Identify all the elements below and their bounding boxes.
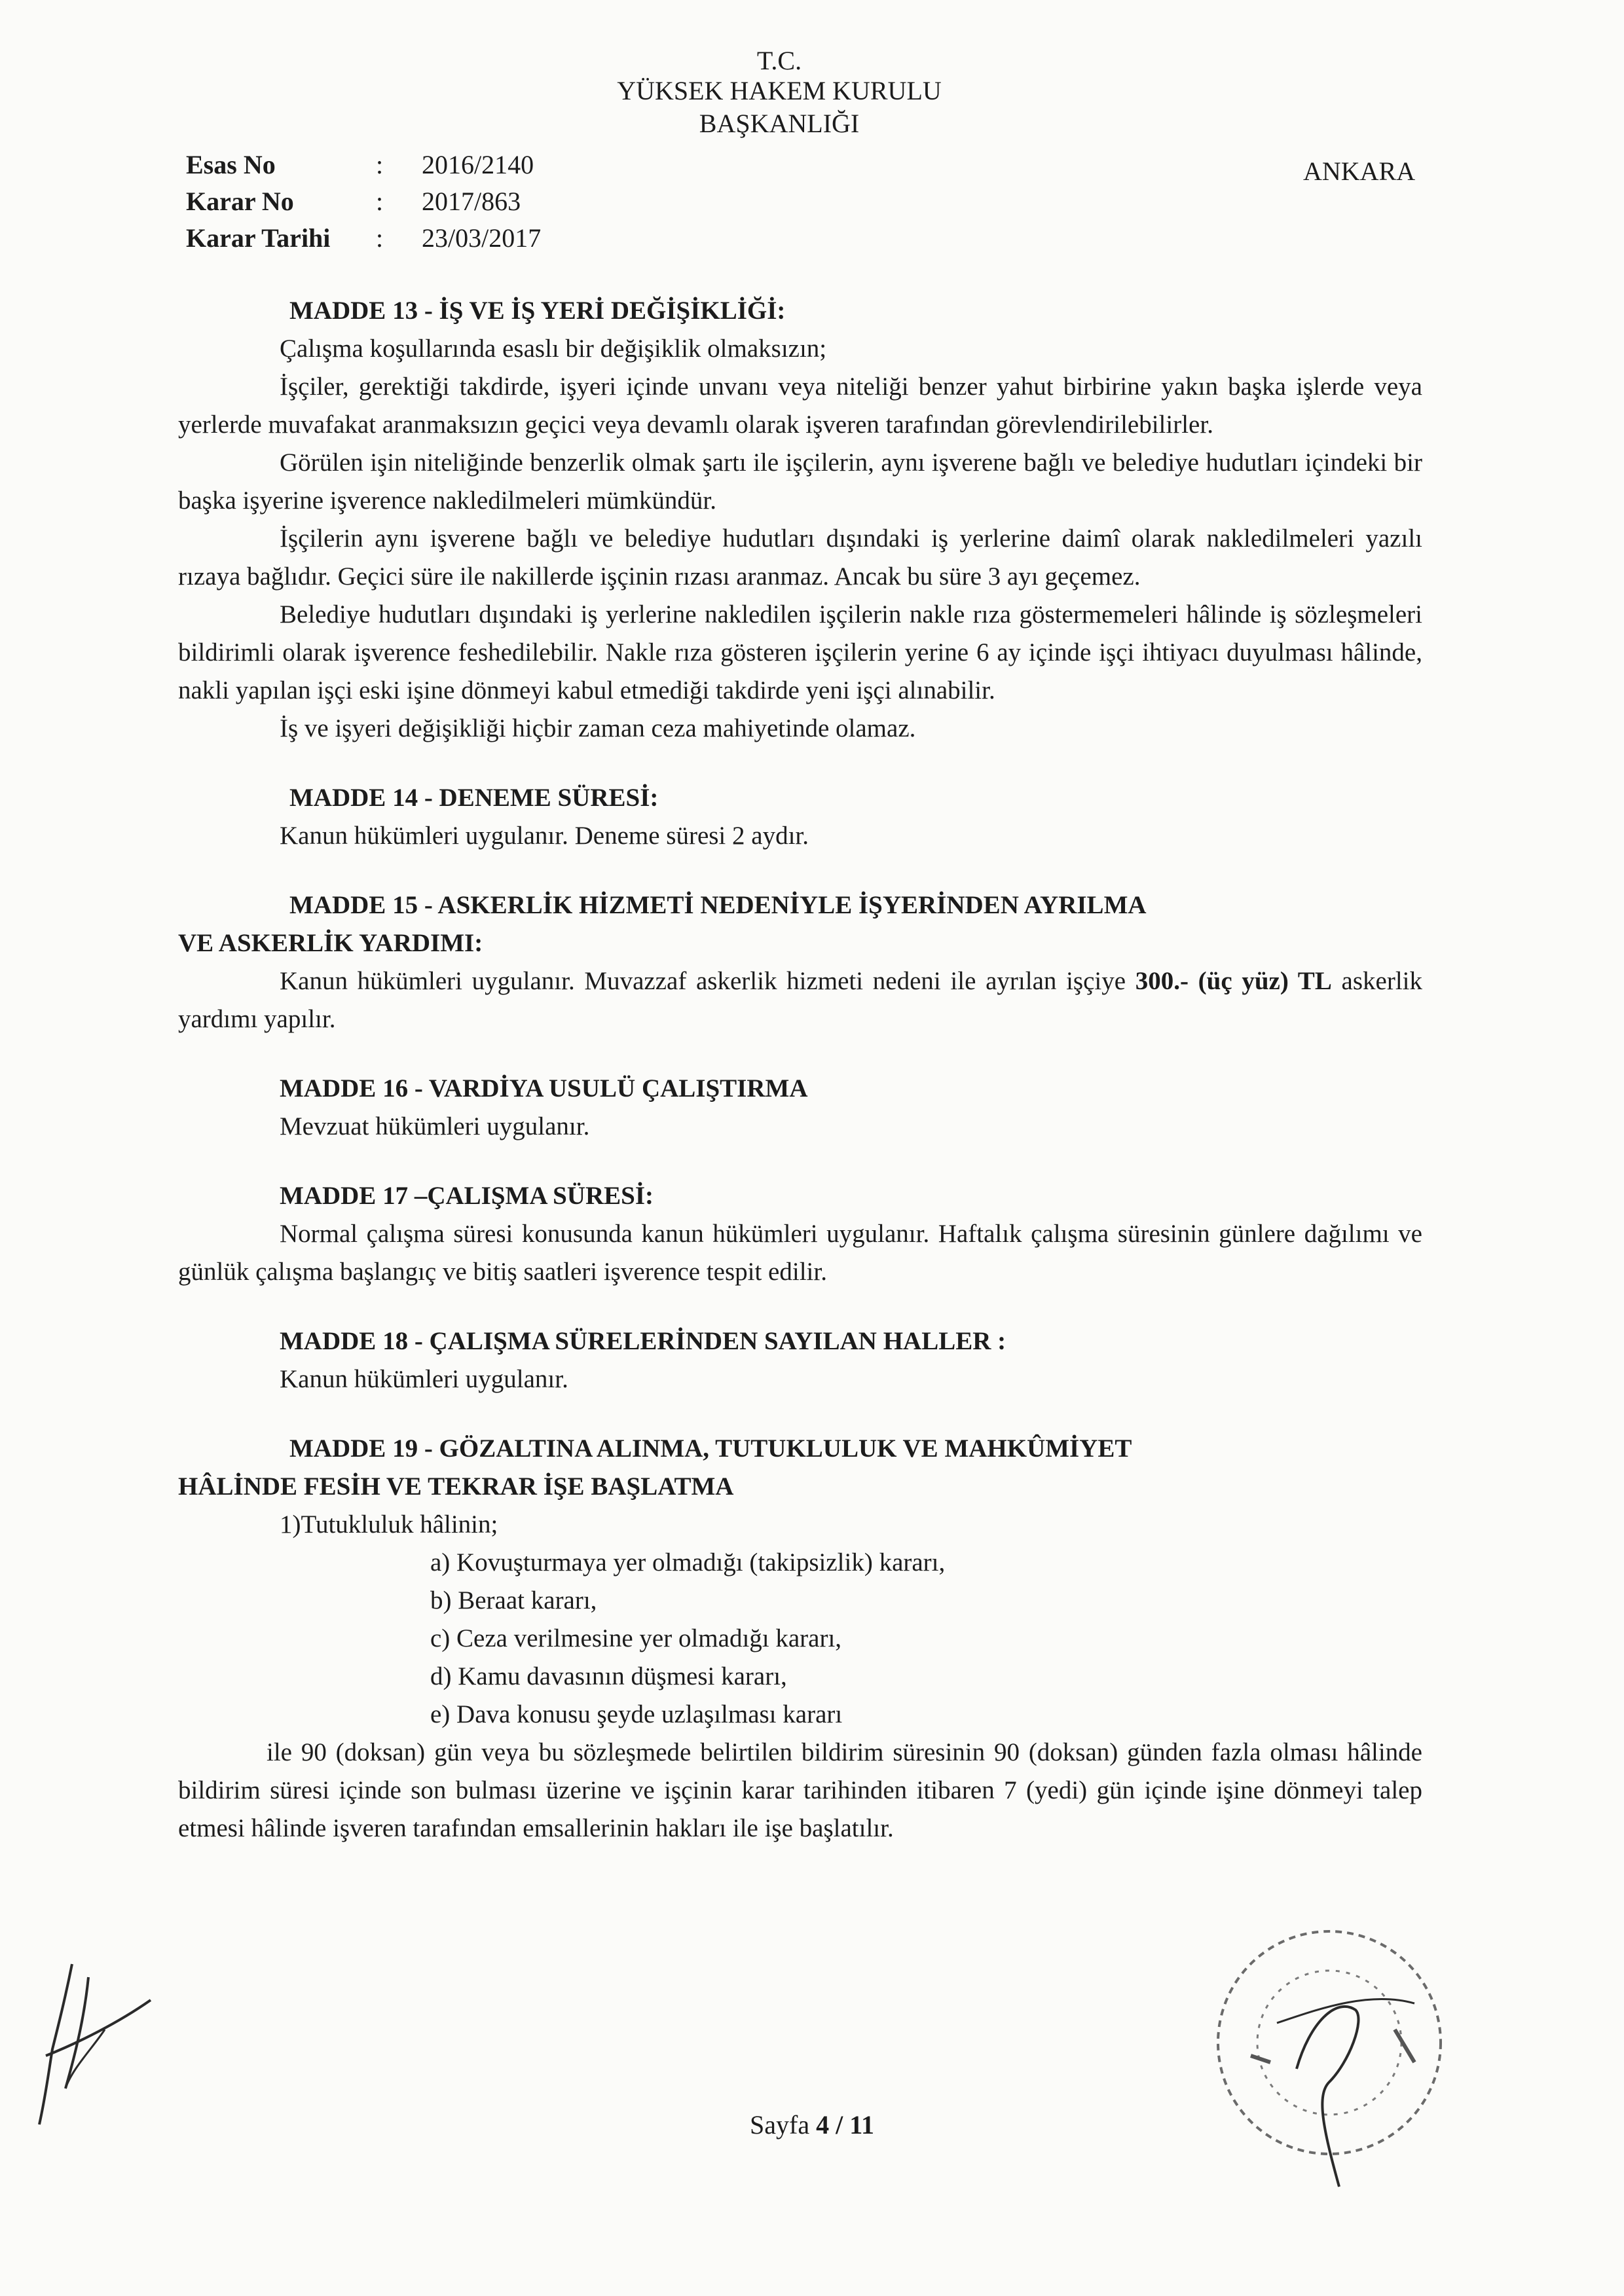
article-title bbox=[178, 1430, 1422, 1506]
article-title: MADDE 16 - VARDİYA USULÜ ÇALIŞTIRMA bbox=[280, 1074, 808, 1102]
article-16 bbox=[178, 1070, 1422, 1146]
meta-separator: : bbox=[376, 187, 384, 216]
meta-row-esas bbox=[186, 147, 618, 183]
article-15 bbox=[178, 886, 1422, 1038]
article-paragraph: Kanun hükümleri uygulanır. Deneme süresi 2 aydır. bbox=[280, 822, 809, 850]
article-paragraph: İşçilerin aynı işverene bağlı ve belediye hudutları dışındaki iş yerlerine daimî olarak nakledilmeleri yazılı rızaya bağlıdır. Geçici süre ile nakillerde işçinin rızası aranmaz. Ancak bu süre 3 ayı geçemez. bbox=[178, 524, 1422, 591]
meta-separator: : bbox=[376, 150, 384, 179]
list-item: b) Beraat kararı, bbox=[430, 1586, 597, 1614]
condition-list bbox=[178, 1544, 1422, 1734]
article-paragraph: İşçiler, gerektiği takdirde, işyeri içinde unvanı veya niteliği benzer yahut birbirine yakın başka işlerde veya yerlerde muvafakat aranmaksızın geçici veya devamlı olarak işveren tarafından görevlendirilebilirler. bbox=[178, 373, 1422, 439]
article-paragraph: 1)Tutukluluk hâlinin; bbox=[280, 1510, 498, 1539]
article-title-line: VE ASKERLİK YARDIMI: bbox=[178, 929, 483, 957]
meta-separator: : bbox=[376, 223, 384, 253]
article-paragraph: Görülen işin niteliğinde benzerlik olmak şartı ile işçilerin, aynı işverene bağlı ve belediye hudutları içindeki bir başka işyerine işverence nakledilmeleri mümkündür. bbox=[178, 448, 1422, 515]
list-item: a) Kovuşturmaya yer olmadığı (takipsizlik) kararı, bbox=[430, 1548, 946, 1576]
page-label: Sayfa bbox=[750, 2110, 810, 2140]
article-title-line: HÂLİNDE FESİH VE TEKRAR İŞE BAŞLATMA bbox=[178, 1472, 734, 1501]
article-title: MADDE 17 –ÇALIŞMA SÜRESİ: bbox=[280, 1182, 654, 1210]
meta-value: 23/03/2017 bbox=[422, 223, 542, 253]
article-paragraph: Belediye hudutları dışındaki iş yerlerine nakledilen işçilerin nakle rıza göstermemeleri hâlinde iş sözleşmeleri bildirimli olarak işverence feshedilebilir. Nakle rıza gösteren işçilerin yerine 6 ay içinde işçi ihtiyacı duyulması hâlinde, nakli yapılan işçi eski işine dönmeyi kabul etmediği takdirde yeni işçi alınabilir. bbox=[178, 600, 1422, 704]
document-body bbox=[178, 292, 1422, 1879]
article-19 bbox=[178, 1430, 1422, 1848]
signature-initial-icon bbox=[26, 1938, 157, 2134]
article-paragraph: Çalışma koşullarında esaslı bir değişiklik olmaksızın; bbox=[280, 335, 827, 363]
article-paragraph: İş ve işyeri değişikliği hiçbir zaman ceza mahiyetinde olamaz. bbox=[280, 714, 916, 742]
meta-label: Karar No bbox=[186, 187, 294, 216]
meta-row-karar bbox=[186, 183, 618, 220]
article-paragraph: Mevzuat hükümleri uygulanır. bbox=[280, 1112, 590, 1140]
meta-value: 2017/863 bbox=[422, 187, 521, 216]
meta-value: 2016/2140 bbox=[422, 150, 534, 179]
article-14 bbox=[178, 779, 1422, 855]
article-13 bbox=[178, 292, 1422, 748]
article-title: MADDE 14 - DENEME SÜRESİ: bbox=[289, 784, 659, 812]
list-item: e) Dava konusu şeyde uzlaşılması kararı bbox=[430, 1700, 843, 1728]
meta-label: Esas No bbox=[186, 150, 276, 179]
article-paragraph bbox=[178, 962, 1422, 1038]
meta-label: Karar Tarihi bbox=[186, 223, 331, 253]
article-title-line: MADDE 15 - ASKERLİK HİZMETİ NEDENİYLE İŞYERİNDEN AYRILMA bbox=[289, 891, 1147, 919]
list-item: d) Kamu davasının düşmesi kararı, bbox=[430, 1662, 787, 1690]
case-metadata bbox=[186, 147, 618, 257]
article-title-line: MADDE 19 - GÖZALTINA ALINMA, TUTUKLULUK VE MAHKÛMİYET bbox=[289, 1434, 1132, 1463]
article-title: MADDE 13 - İŞ VE İŞ YERİ DEĞİŞİKLİĞİ: bbox=[289, 297, 786, 325]
page-number: 4 / 11 bbox=[816, 2110, 874, 2140]
paragraph-text: Kanun hükümleri uygulanır. Muvazzaf askerlik hizmeti nedeni ile ayrılan işçiye bbox=[280, 967, 1126, 995]
header-city: ANKARA bbox=[1303, 156, 1416, 186]
official-stamp-icon bbox=[1198, 1912, 1460, 2193]
page-footer bbox=[0, 2109, 1624, 2140]
article-paragraph: Kanun hükümleri uygulanır. bbox=[280, 1365, 568, 1393]
header-unit: BAŞKANLIĞI bbox=[699, 109, 860, 138]
article-18 bbox=[178, 1322, 1422, 1398]
article-paragraph: ile 90 (doksan) gün veya bu sözleşmede belirtilen bildirim süresinin 90 (doksan) günden fazla olması hâlinde bildirim süresi içinde son bulması üzerine ve işçinin karar tarihinden itibaren 7 (yedi) gün içinde işine dönmeyi talep etmesi hâlinde işveren tarafından emsallerinin hakları ile işe başlatılır. bbox=[178, 1738, 1422, 1842]
paragraph-text: askerlik yardımı yapılır. bbox=[178, 967, 1422, 1033]
amount-text: 300.- (üç yüz) TL bbox=[1135, 967, 1332, 995]
header-tc: T.C. bbox=[756, 46, 802, 75]
article-title: MADDE 18 - ÇALIŞMA SÜRELERİNDEN SAYILAN HALLER : bbox=[280, 1327, 1006, 1355]
meta-row-tarih bbox=[186, 220, 618, 257]
header-organization: YÜKSEK HAKEM KURULU bbox=[617, 76, 942, 105]
article-title bbox=[178, 886, 1422, 962]
article-paragraph: Normal çalışma süresi konusunda kanun hükümleri uygulanır. Haftalık çalışma süresinin günlere dağılımı ve günlük çalışma başlangıç ve bitiş saatleri işverence tespit edilir. bbox=[178, 1220, 1422, 1286]
article-17 bbox=[178, 1177, 1422, 1291]
list-item: c) Ceza verilmesine yer olmadığı kararı, bbox=[430, 1624, 842, 1652]
